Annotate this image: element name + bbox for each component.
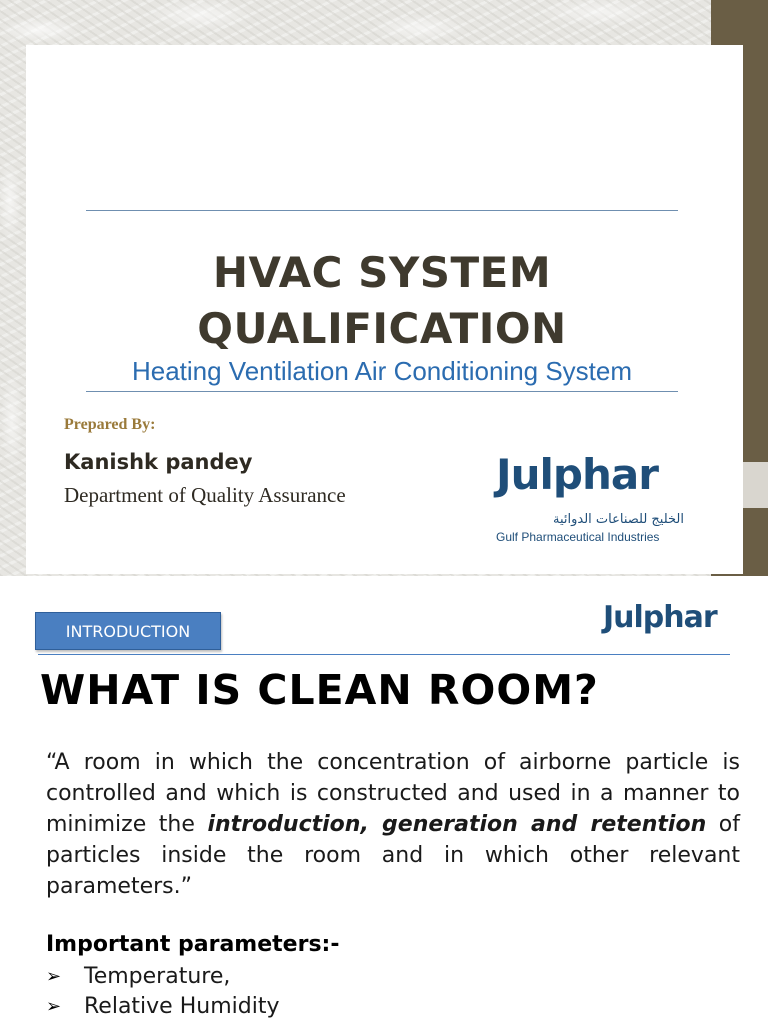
julphar-logo-small: Julphar bbox=[603, 600, 717, 635]
definition-text-end: of particles inside the room and in which other relevant parameters.” bbox=[46, 812, 741, 899]
slide-heading: WHAT IS CLEAN ROOM? bbox=[40, 666, 599, 714]
parameters-list bbox=[46, 962, 279, 1022]
stripe-accent-light bbox=[743, 462, 768, 508]
definition-text-start: “A room in which the concentration of airborne particle is controlled and which is constructed and used in a manner to minimize the bbox=[46, 750, 740, 837]
title-line-1: HVAC SYSTEM bbox=[212, 248, 552, 297]
section-tab-introduction: INTRODUCTION bbox=[35, 612, 221, 650]
parameters-heading: Important parameters:- bbox=[46, 932, 340, 957]
slide-subtitle: Heating Ventilation Air Conditioning System bbox=[131, 356, 633, 386]
department-name: Department of Quality Assurance bbox=[64, 483, 346, 507]
title-panel bbox=[26, 45, 743, 574]
julphar-logo-tagline: Gulf Pharmaceutical Industries bbox=[496, 530, 660, 544]
arrow-bullet-icon: ➢ bbox=[46, 996, 62, 1017]
arrow-bullet-icon: ➢ bbox=[46, 966, 62, 987]
parameter-label: Relative Humidity bbox=[84, 994, 280, 1019]
prepared-by-label: Prepared By: bbox=[64, 416, 156, 433]
clean-room-definition bbox=[46, 747, 740, 902]
julphar-logo-wordmark: Julphar bbox=[496, 450, 658, 499]
header-rule bbox=[38, 654, 730, 655]
list-item bbox=[46, 962, 279, 992]
title-line-2: QUALIFICATION bbox=[197, 304, 567, 353]
parameter-label: Temperature, bbox=[84, 964, 231, 989]
title-rule-bottom bbox=[86, 391, 678, 392]
julphar-logo bbox=[496, 450, 696, 545]
introduction-slide bbox=[0, 576, 768, 1024]
slide-title bbox=[86, 245, 678, 357]
julphar-logo-arabic: الخليج للصناعات الدوائية bbox=[552, 512, 684, 527]
list-item bbox=[46, 992, 279, 1022]
definition-emphasis: introduction, generation and retention bbox=[207, 812, 707, 837]
author-name: Kanishk pandey bbox=[64, 450, 253, 474]
title-rule-top bbox=[86, 210, 678, 211]
